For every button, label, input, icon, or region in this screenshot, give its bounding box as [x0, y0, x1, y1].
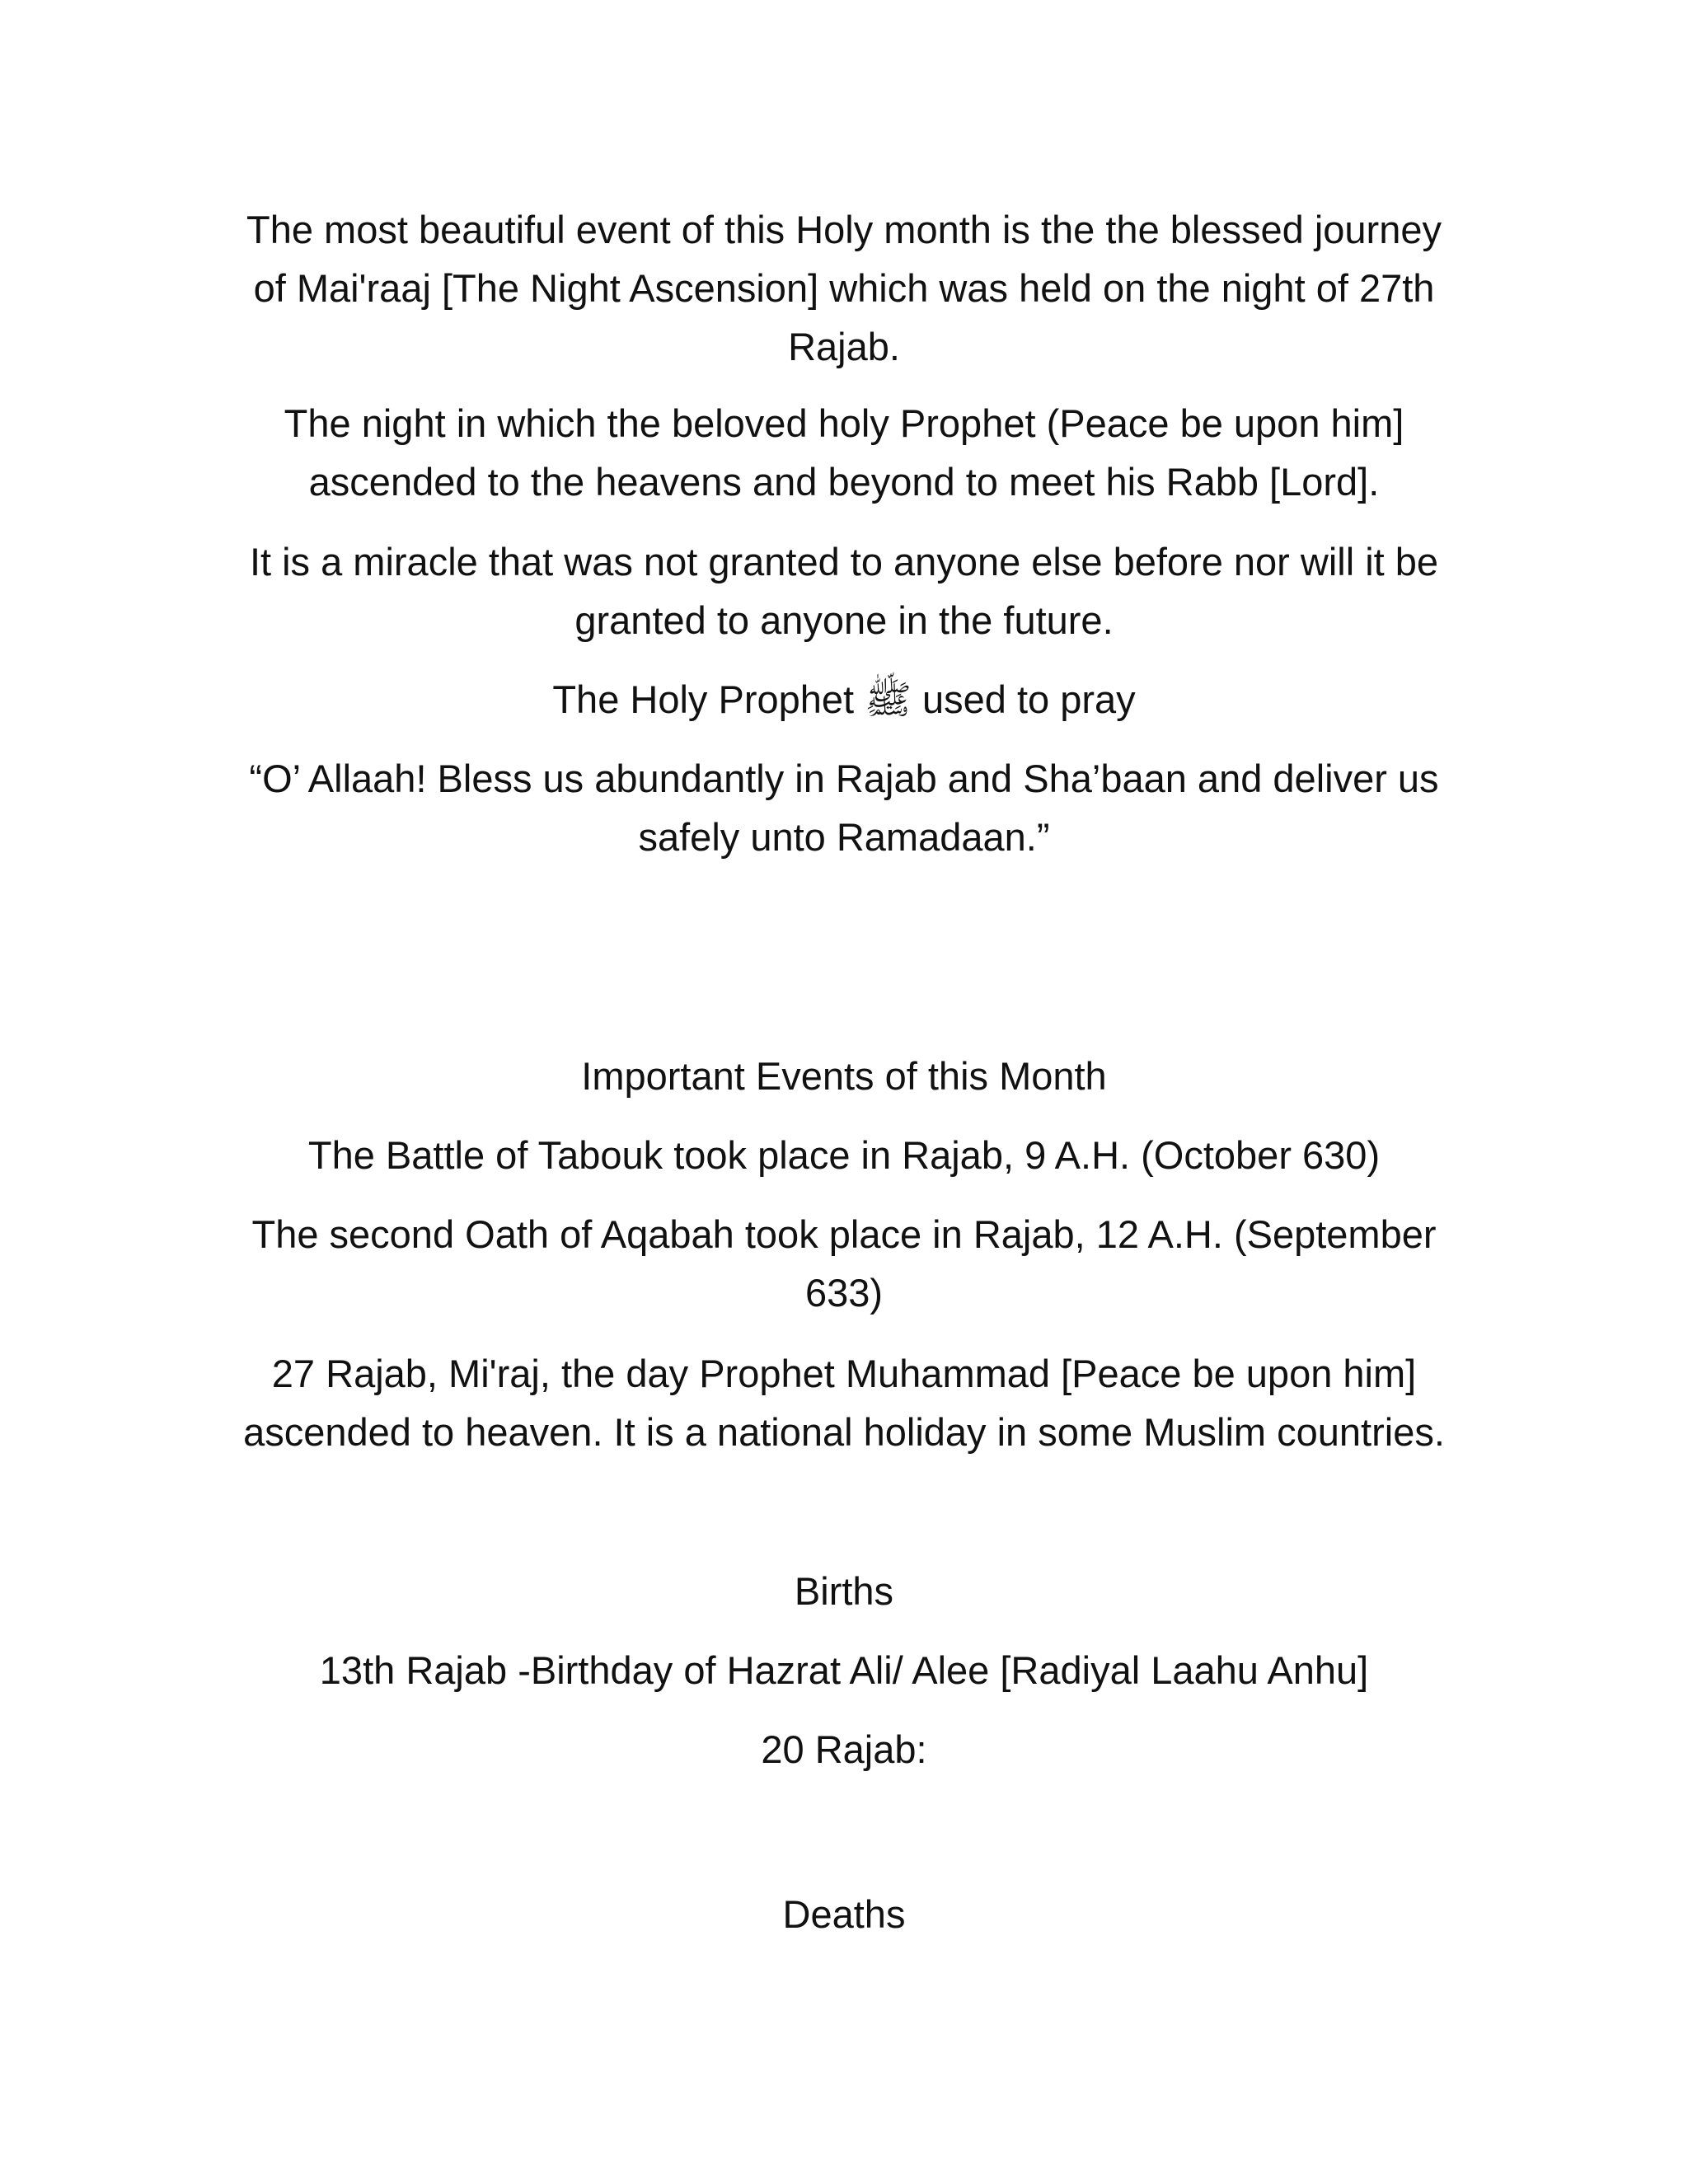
births-heading	[198, 1562, 1490, 1620]
section-heading: Deaths	[782, 1892, 906, 1936]
deaths-heading	[198, 1885, 1490, 1943]
text-line: 633)	[804, 1271, 884, 1315]
text-line: granted to anyone in the future.	[574, 598, 1114, 642]
text-line: The Holy Prophet ﷺ used to pray	[552, 677, 1136, 721]
event-aqabah	[198, 1205, 1490, 1322]
text-line: safely unto Ramadaan.”	[638, 815, 1050, 859]
text-line: 20 Rajab:	[761, 1727, 927, 1771]
intro-paragraph-prayer-quote	[198, 749, 1490, 866]
events-heading	[198, 1047, 1490, 1105]
birth-item-20-rajab	[198, 1720, 1490, 1779]
section-heading: Important Events of this Month	[581, 1054, 1107, 1098]
text-line: The Battle of Tabouk took place in Rajab, 9 A.H. (October 630)	[307, 1133, 1381, 1177]
text-line: The most beautiful event of this Holy month is the the blessed journey	[246, 208, 1442, 251]
text-line: “O’ Allaah! Bless us abundantly in Rajab and Sha’baan and deliver us	[249, 757, 1439, 800]
intro-paragraph-ascension	[198, 394, 1490, 511]
text-line: It is a miracle that was not granted to anyone else before nor will it be	[249, 540, 1439, 583]
section-heading: Births	[794, 1569, 894, 1613]
event-tabouk	[198, 1126, 1490, 1184]
birth-item-ali	[198, 1641, 1490, 1699]
intro-paragraph-miraj	[198, 200, 1490, 376]
text-line: Rajab.	[788, 325, 900, 368]
text-line: ascended to the heavens and beyond to meet his Rabb [Lord].	[308, 460, 1380, 504]
intro-paragraph-miracle	[198, 532, 1490, 649]
event-miraj	[198, 1344, 1490, 1461]
text-line: 27 Rajab, Mi'raj, the day Prophet Muhammad [Peace be upon him]	[271, 1352, 1417, 1395]
text-line: 13th Rajab -Birthday of Hazrat Ali/ Alee [Radiyal Laahu Anhu]	[319, 1648, 1369, 1692]
text-line: of Mai'raaj [The Night Ascension] which was held on the night of 27th	[253, 266, 1435, 310]
text-line: The night in which the beloved holy Prophet (Peace be upon him]	[284, 401, 1404, 445]
intro-paragraph-prayer-lead	[198, 670, 1490, 729]
text-line: ascended to heaven. It is a national holiday in some Muslim countries.	[243, 1410, 1445, 1454]
text-line: The second Oath of Aqabah took place in Rajab, 12 A.H. (September	[251, 1212, 1437, 1256]
